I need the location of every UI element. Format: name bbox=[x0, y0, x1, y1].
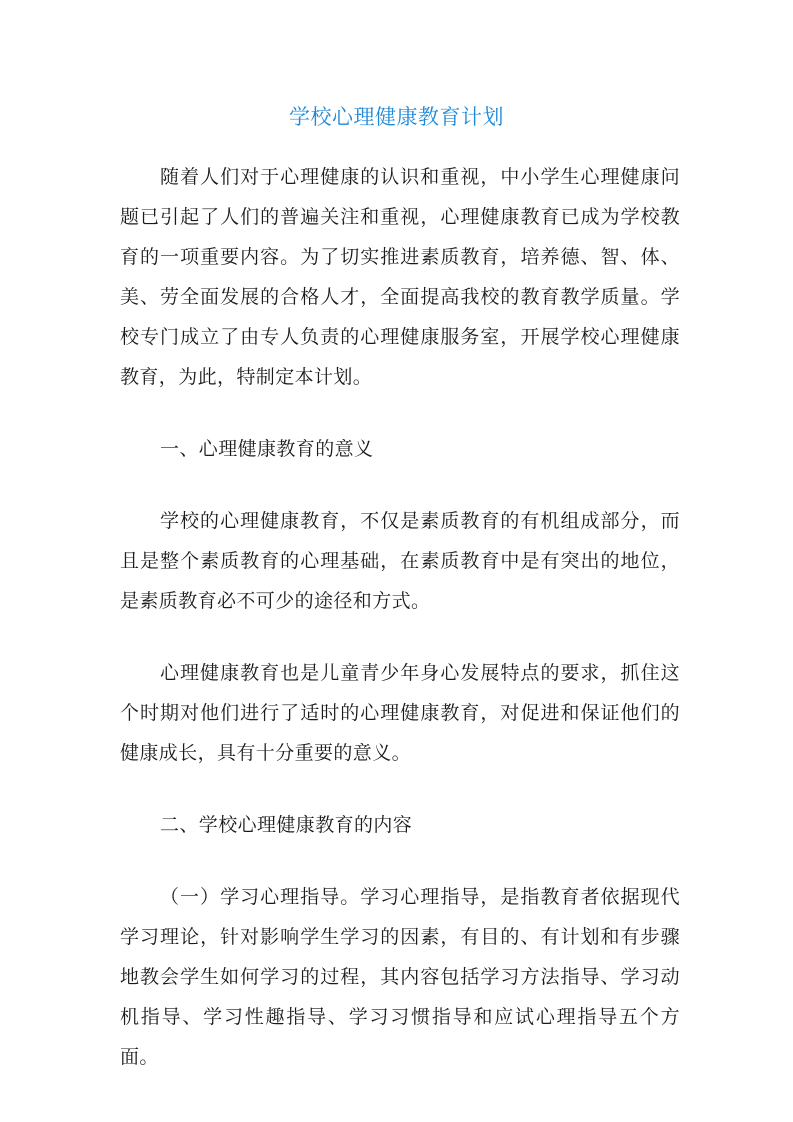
intro-paragraph: 随着人们对于心理健康的认识和重视，中小学生心理健康问题已引起了人们的普遍关注和重视，心理健康教育已成为学校教育的一项重要内容。为了切实推进素质教育，培养德、智、体、美、劳全面发展的合格人才，全面提高我校的教育教学质量。学校专门成立了由专人负责的心理健康服务室，开展学校心理健康教育，为此，特制定本计划。 bbox=[120, 166, 680, 388]
section-heading-content: 二、学校心理健康教育的内容 bbox=[160, 814, 413, 836]
content-paragraph-1: （一）学习心理指导。学习心理指导，是指教育者依据现代学习理论，针对影响学生学习的因素，有目的、有计划和有步骤地教会学生如何学习的过程，其内容包括学习方法指导、学习动机指导、学习性趣指导、学习习惯指导和应试心理指导五个方面。 bbox=[120, 886, 680, 1068]
significance-paragraph-1: 学校的心理健康教育，不仅是素质教育的有机组成部分，而且是整个素质教育的心理基础，在素质教育中是有突出的地位，是素质教育必不可少的途径和方式。 bbox=[120, 510, 680, 612]
section-heading-significance: 一、心理健康教育的意义 bbox=[160, 438, 374, 460]
significance-paragraph-2: 心理健康教育也是儿童青少年身心发展特点的要求，抓住这个时期对他们进行了适时的心理健康教育，对促进和保证他们的健康成长，具有十分重要的意义。 bbox=[120, 662, 680, 764]
document-body bbox=[120, 157, 680, 1109]
document-title: 学校心理健康教育计划 bbox=[289, 105, 504, 129]
